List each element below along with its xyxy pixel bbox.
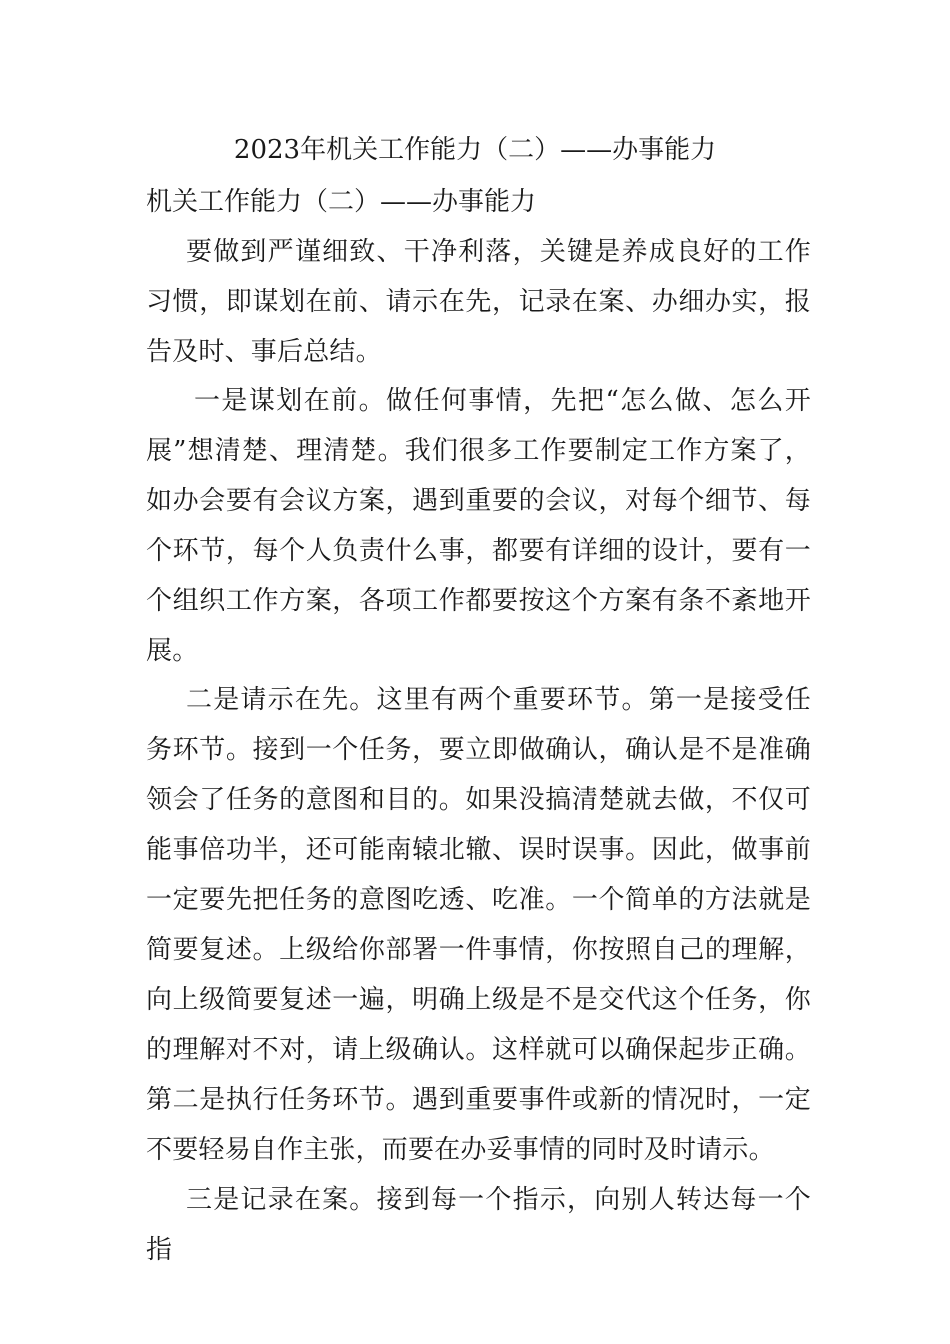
document-title: 2023年机关工作能力（二）——办事能力 (233, 135, 717, 165)
paragraph-request: 二是请示在先。这里有两个重要环节。第一是接受任务环节。接到一个任务，要立即做确认，确认是不是准确领会了任务的意图和目的。如果没搞清楚就去做，不仅可能事倍功半，还可能南辕北辙、误时误事。因此，做事前一定要先把任务的意图吃透、吃准。一个简单的方法就是简要复述。上级给你部署一件事情，你按照自己的理解，向上级简要复述一遍，明确上级是不是交代这个任务，你的理解对不对，请上级确认。这样就可以确保起步正确。第二是执行任务环节。遇到重要事件或新的情况时，一定不要轻易自作主张，而要在办妥事情的同时及时请示。 (146, 685, 811, 1165)
paragraph-planning: 一是谋划在前。做任何事情，先把“怎么做、怎么开展”想清楚、理清楚。我们很多工作要制定工作方案了，如办会要有会议方案，遇到重要的会议，对每个细节、每个环节，每个人负责什么事，都要有详细的设计，要有一个组织工作方案，各项工作都要按这个方案有条不紊地开展。 (146, 386, 811, 666)
paragraph-record: 三是记录在案。接到每一个指示，向别人转达每一个指 (146, 1185, 811, 1265)
paragraph-intro: 要做到严谨细致、干净利落，关键是养成良好的工作习惯，即谋划在前、请示在先，记录在案、办细办实，报告及时、事后总结。 (146, 237, 811, 367)
document-subtitle: 机关工作能力（二）——办事能力 (146, 187, 537, 217)
